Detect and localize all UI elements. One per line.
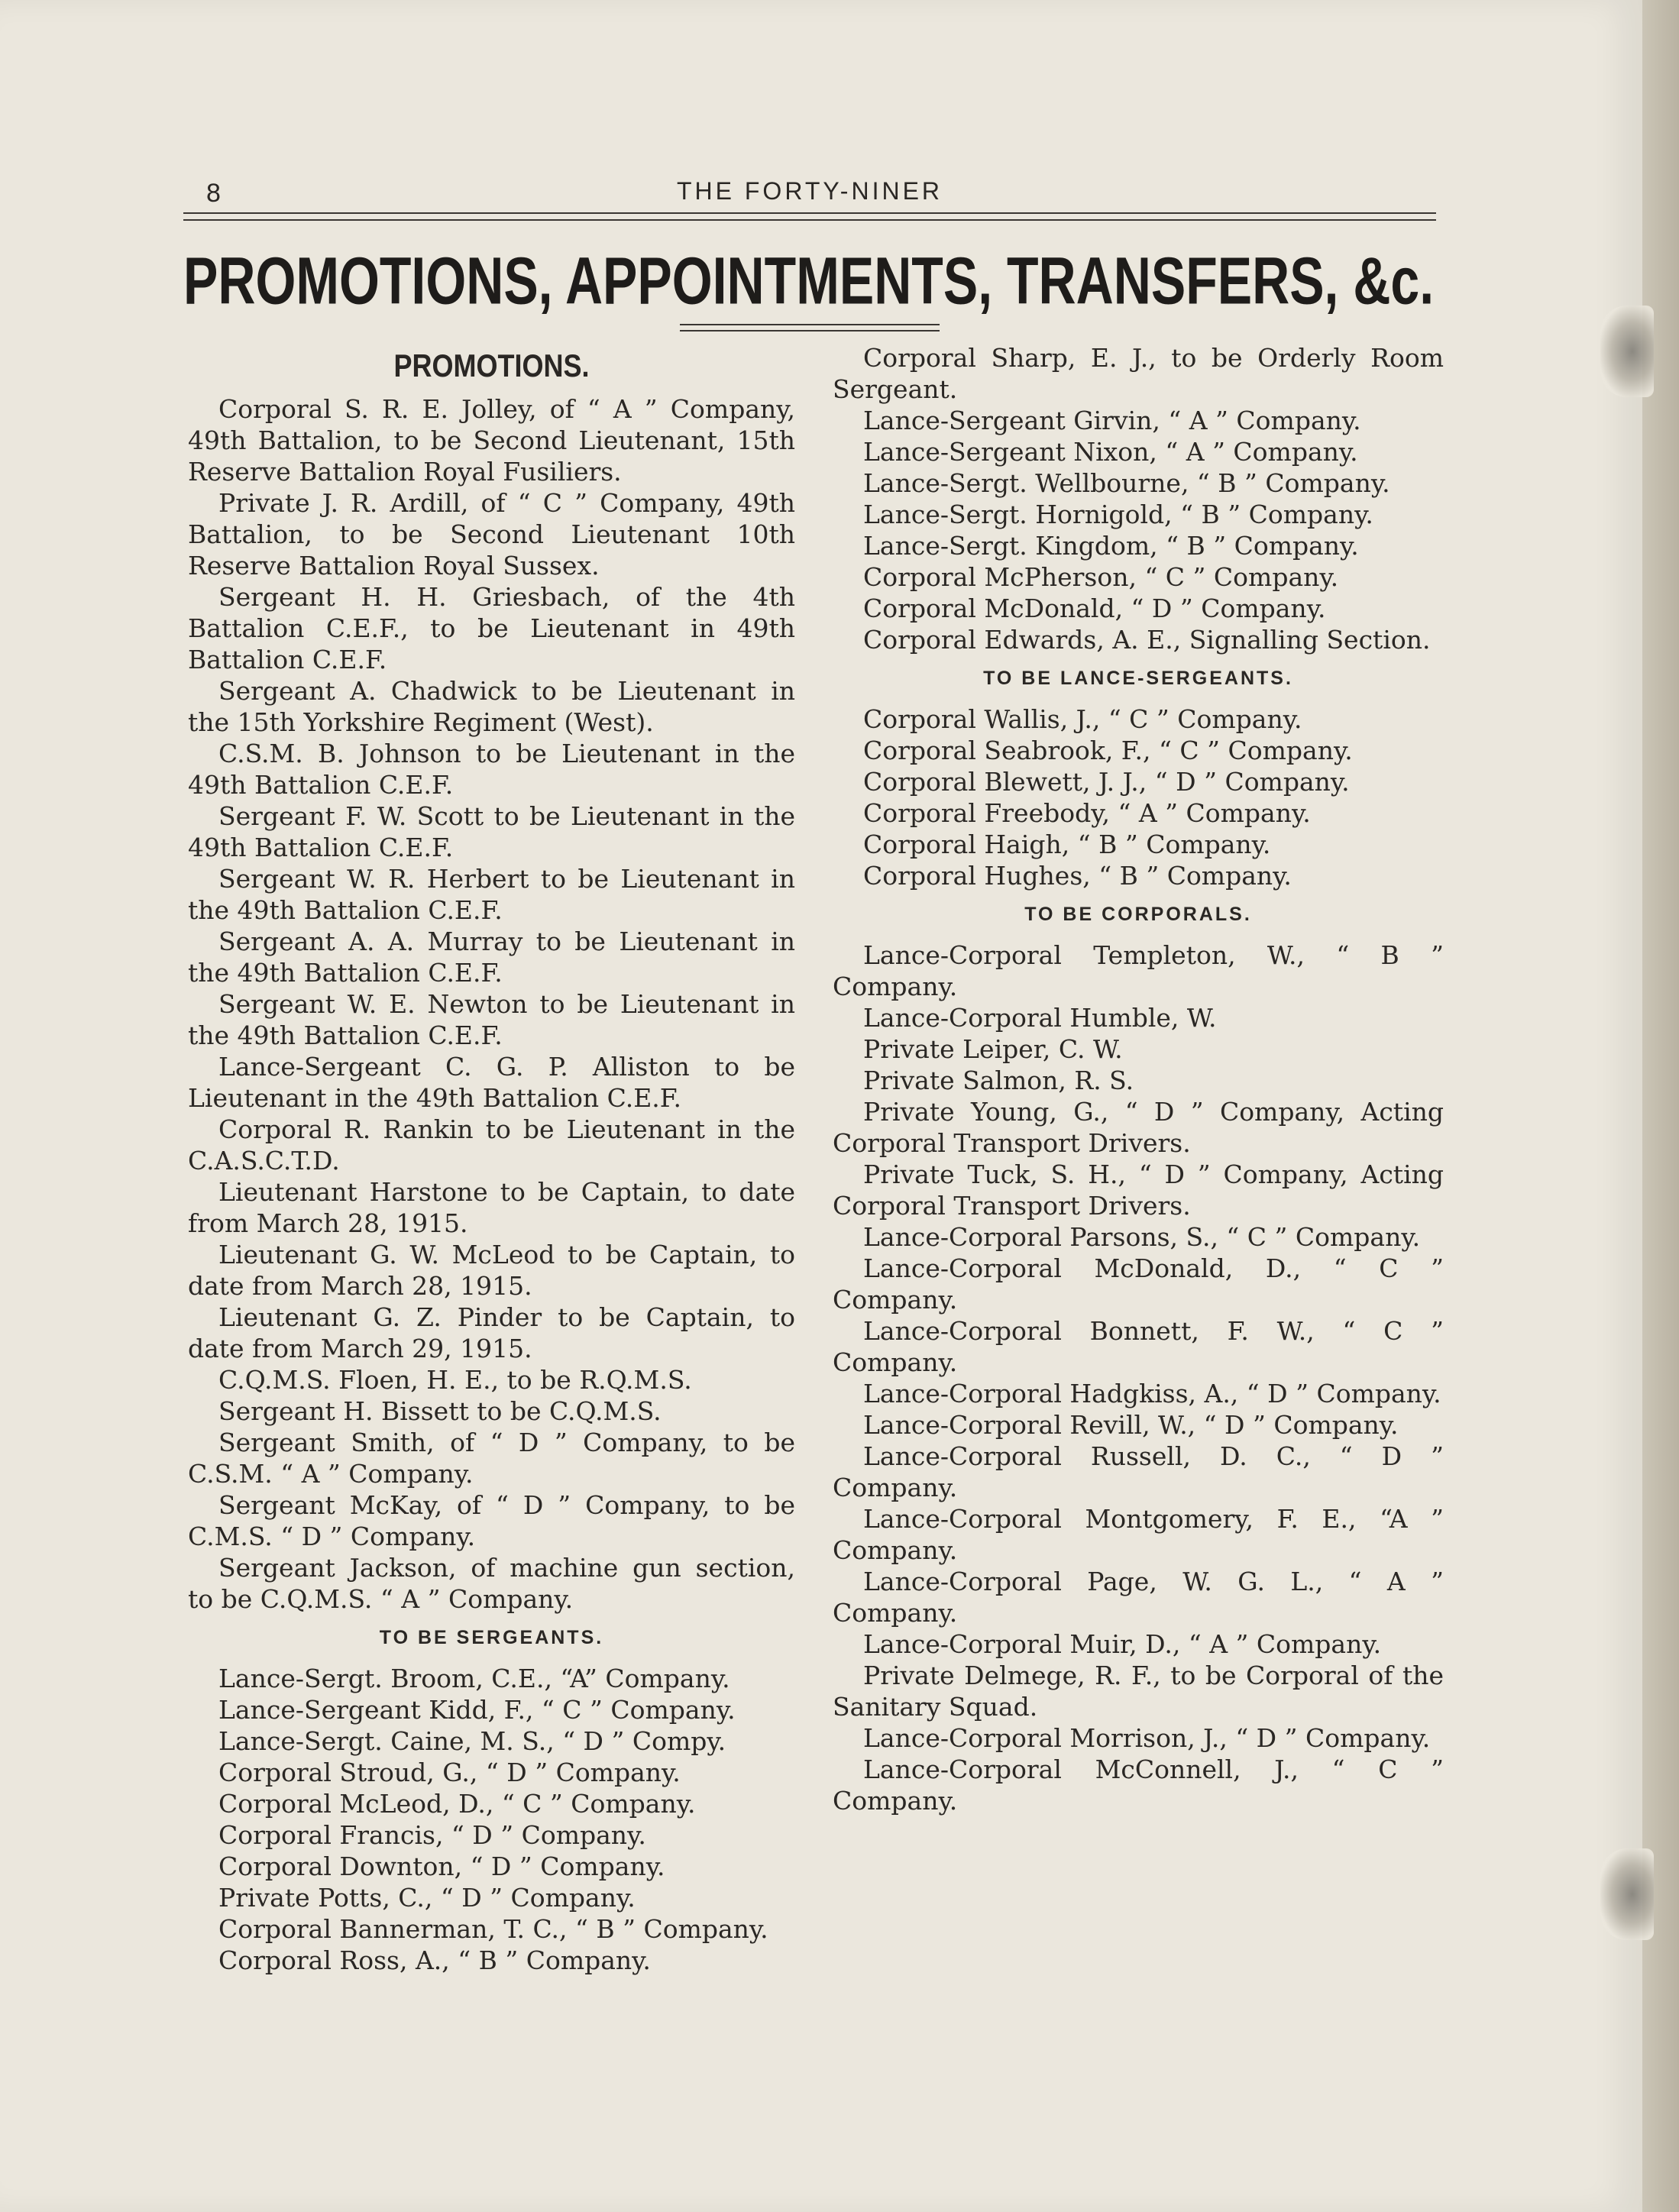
promotion-entry: Sergeant W. E. Newton to be Lieutenant in the 49th Battalion C.E.F. bbox=[188, 989, 795, 1050]
list-item: Lance-Corporal Humble, W. bbox=[863, 1003, 1217, 1033]
promotion-entry: Corporal S. R. E. Jolley, of “ A ” Company, 49th Battalion, to be Second Lieutenant, 15th Reserve Battalion Royal Fusiliers. bbox=[188, 394, 795, 487]
promotion-entry: Sergeant A. Chadwick to be Lieutenant in the 15th Yorkshire Regiment (West). bbox=[188, 676, 795, 737]
list-item: Corporal Downton, “ D ” Company. bbox=[218, 1851, 665, 1881]
corporal-entry: Lance-Corporal Revill, W., “ D ” Company. bbox=[863, 1410, 1399, 1440]
list-item: Corporal Wallis, J., “ C ” Company. bbox=[863, 704, 1302, 734]
list-item: Corporal Ross, A., “ B ” Company. bbox=[218, 1945, 651, 1975]
promotion-entry: C.S.M. B. Johnson to be Lieutenant in the 49th Battalion C.E.F. bbox=[188, 739, 795, 800]
list-item: Corporal McLeod, D., “ C ” Company. bbox=[218, 1789, 696, 1819]
promotion-entry: Lance-Sergeant C. G. P. Alliston to be Lieutenant in the 49th Battalion C.E.F. bbox=[188, 1052, 795, 1113]
promotion-entry: Sergeant F. W. Scott to be Lieutenant in the 49th Battalion C.E.F. bbox=[188, 801, 795, 862]
list-item: Lance-Sergeant Nixon, “ A ” Company. bbox=[863, 437, 1358, 467]
promotion-entry: Sergeant A. A. Murray to be Lieutenant in the 49th Battalion C.E.F. bbox=[188, 927, 795, 988]
running-head bbox=[183, 171, 1436, 217]
corporal-entry: Lance-Corporal Muir, D., “ A ” Company. bbox=[863, 1629, 1382, 1659]
appointments-list bbox=[833, 405, 1444, 624]
appointment-entry: Corporal Edwards, A. E., Signalling Section. bbox=[863, 625, 1431, 655]
promotion-entry: Corporal R. Rankin to be Lieutenant in the C.A.S.C.T.D. bbox=[188, 1114, 795, 1176]
sergeants-heading: TO BE SERGEANTS. bbox=[379, 1627, 604, 1648]
list-item: Corporal Hughes, “ B ” Company. bbox=[863, 861, 1292, 891]
corporal-entry: Lance-Corporal Parsons, S., “ C ” Company. bbox=[863, 1222, 1421, 1252]
promotion-entry: C.Q.M.S. Floen, H. E., to be R.Q.M.S. bbox=[218, 1365, 692, 1395]
binding-hole bbox=[1600, 306, 1654, 397]
list-item: Corporal Francis, “ D ” Company. bbox=[218, 1820, 646, 1850]
promotion-entry: Lieutenant Harstone to be Captain, to date from March 28, 1915. bbox=[188, 1177, 795, 1238]
list-item: Private Salmon, R. S. bbox=[863, 1066, 1134, 1095]
promotion-entry: Lieutenant G. W. McLeod to be Captain, to date from March 28, 1915. bbox=[188, 1240, 795, 1301]
promotion-entry: Sergeant H. H. Griesbach, of the 4th Battalion C.E.F., to be Lieutenant in 49th Battalion C.E.F. bbox=[188, 582, 795, 674]
list-item: Lance-Sergeant Kidd, F., “ C ” Company. bbox=[218, 1695, 736, 1725]
list-item: Corporal Haigh, “ B ” Company. bbox=[863, 830, 1271, 859]
corporal-entry: Private Tuck, S. H., “ D ” Company, Acting Corporal Transport Drivers. bbox=[833, 1159, 1444, 1221]
list-item: Corporal McDonald, “ D ” Company. bbox=[863, 593, 1326, 623]
promotion-entry: Sergeant Jackson, of machine gun section, to be C.Q.M.S. “ A ” Company. bbox=[188, 1553, 795, 1614]
header-double-rule bbox=[183, 212, 1436, 221]
list-item: Lance-Sergt. Wellbourne, “ B ” Company. bbox=[863, 468, 1390, 498]
list-item: Corporal Stroud, G., “ D ” Company. bbox=[218, 1758, 681, 1787]
promotion-entry: Sergeant H. Bissett to be C.Q.M.S. bbox=[218, 1396, 662, 1426]
title-double-rule bbox=[680, 324, 940, 331]
corporal-entry: Lance-Corporal McConnell, J., “ C ” Company. bbox=[833, 1754, 1444, 1816]
right-column bbox=[833, 342, 1444, 1816]
corporal-entry: Lance-Corporal Page, W. G. L., “ A ” Company. bbox=[833, 1567, 1444, 1628]
list-item: Lance-Sergeant Girvin, “ A ” Company. bbox=[863, 406, 1361, 435]
corporal-entry: Lance-Corporal McDonald, D., “ C ” Company. bbox=[833, 1253, 1444, 1315]
list-item: Corporal Freebody, “ A ” Company. bbox=[863, 798, 1311, 828]
promotion-entry: Lieutenant G. Z. Pinder to be Captain, to date from March 29, 1915. bbox=[188, 1302, 795, 1363]
corporal-entry: Lance-Corporal Bonnett, F. W., “ C ” Company. bbox=[833, 1316, 1444, 1377]
corporal-entry: Lance-Corporal Hadgkiss, A., “ D ” Company. bbox=[863, 1379, 1441, 1408]
list-item: Lance-Sergt. Hornigold, “ B ” Company. bbox=[863, 500, 1373, 529]
corporal-entry: Lance-Corporal Templeton, W., “ B ” Company. bbox=[833, 940, 1444, 1001]
corporal-entry: Lance-Corporal Russell, D. C., “ D ” Company. bbox=[833, 1441, 1444, 1502]
corporals-heading: TO BE CORPORALS. bbox=[1024, 904, 1252, 925]
page-number: 8 bbox=[206, 179, 221, 208]
list-item: Corporal McPherson, “ C ” Company. bbox=[863, 562, 1339, 592]
promotion-entry: Sergeant Smith, of “ D ” Company, to be C.S.M. “ A ” Company. bbox=[188, 1428, 795, 1489]
list-item: Corporal Seabrook, F., “ C ” Company. bbox=[863, 736, 1353, 765]
promotion-entry: Sergeant W. R. Herbert to be Lieutenant in the 49th Battalion C.E.F. bbox=[188, 864, 795, 925]
list-item: Corporal Blewett, J. J., “ D ” Company. bbox=[863, 767, 1350, 797]
lance-sergeants-heading: TO BE LANCE-SERGEANTS. bbox=[983, 668, 1293, 689]
corporal-entry: Private Young, G., “ D ” Company, Acting Corporal Transport Drivers. bbox=[833, 1097, 1444, 1158]
list-item: Corporal Bannerman, T. C., “ B ” Company. bbox=[218, 1914, 768, 1944]
left-column bbox=[188, 342, 795, 1976]
list-item: Lance-Sergt. Kingdom, “ B ” Company. bbox=[863, 531, 1359, 561]
corporals-list-a bbox=[833, 1002, 1444, 1096]
lance-sergeants-list bbox=[833, 703, 1444, 891]
list-item: Lance-Sergt. Broom, C.E., “A” Company. bbox=[218, 1664, 730, 1693]
appointment-entry: Corporal Sharp, E. J., to be Orderly Room Sergeant. bbox=[833, 343, 1444, 404]
list-item: Lance-Sergt. Caine, M. S., “ D ” Compy. bbox=[218, 1726, 726, 1756]
journal-title: THE FORTY-NINER bbox=[676, 177, 943, 205]
corporal-entry: Lance-Corporal Morrison, J., “ D ” Company. bbox=[863, 1723, 1431, 1753]
promotions-heading: PROMOTIONS. bbox=[393, 347, 590, 384]
promotion-entry: Private J. R. Ardill, of “ C ” Company, 49th Battalion, to be Second Lieutenant 10th Reserve Battalion Royal Sussex. bbox=[188, 488, 795, 580]
promotion-entry: Sergeant McKay, of “ D ” Company, to be C.M.S. “ D ” Company. bbox=[188, 1490, 795, 1551]
corporal-entry: Lance-Corporal Montgomery, F. E., “A ” Company. bbox=[833, 1504, 1444, 1565]
page-title: PROMOTIONS, APPOINTMENTS, TRANSFERS, &c. bbox=[183, 244, 1435, 319]
list-item: Private Potts, C., “ D ” Company. bbox=[218, 1883, 636, 1913]
list-item: Private Leiper, C. W. bbox=[863, 1034, 1123, 1064]
corporal-entry: Private Delmege, R. F., to be Corporal of the Sanitary Squad. bbox=[833, 1661, 1444, 1722]
sergeants-list bbox=[188, 1663, 795, 1976]
binding-hole bbox=[1600, 1848, 1654, 1940]
